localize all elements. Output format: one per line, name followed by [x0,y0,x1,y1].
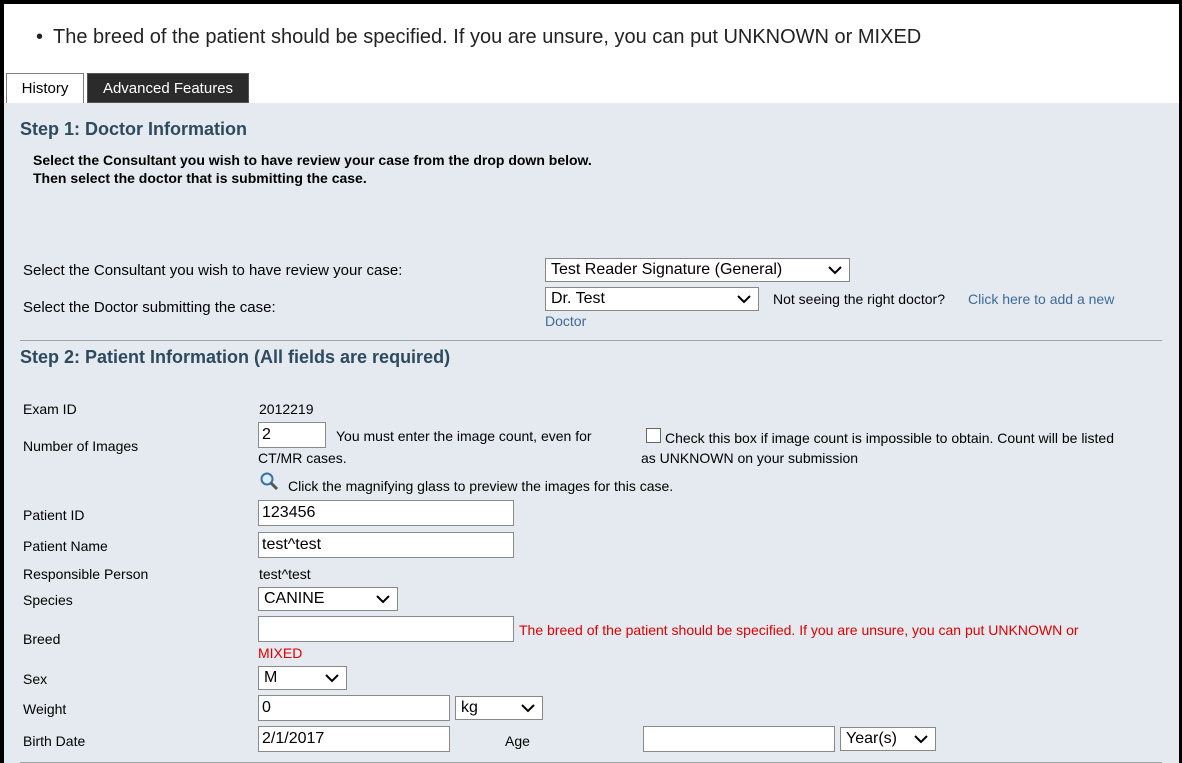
section-divider [20,340,1162,341]
preview-text: Click the magnifying glass to preview the images for this case. [288,478,674,494]
chevron-down-icon [375,590,391,608]
weight-unit-select[interactable] [455,696,543,720]
breed-label: Breed [23,631,61,647]
weight-unit-value: kg [461,699,478,716]
species-select[interactable] [258,587,398,611]
consultant-label: Select the Consultant you wish to have review your case: [23,262,403,279]
weight-input[interactable]: 0 [258,695,450,721]
page-frame [4,4,1179,763]
species-select-value: CANINE [264,590,325,607]
age-label: Age [505,733,530,749]
form-panel [4,103,1179,763]
responsible-label: Responsible Person [23,566,149,582]
not-seeing-text: Not seeing the right doctor? [773,291,945,307]
num-images-input[interactable]: 2 [258,422,326,448]
bullet: • [36,26,44,48]
tab-history[interactable]: History [6,73,84,103]
breed-error: The breed of the patient should be specified. If you are unsure, you can put UNKNOWN or [519,622,1079,638]
birth-date-input[interactable]: 2/1/2017 [258,726,450,752]
image-count-unknown-checkbox[interactable] [646,428,661,443]
chevron-down-icon [913,730,929,748]
step1-title: Step 1: Doctor Information [20,119,248,139]
consultant-select[interactable] [545,258,850,282]
image-count-note-2: CT/MR cases. [258,450,347,466]
image-count-note: You must enter the image count, even for [336,428,592,444]
weight-label: Weight [23,701,67,717]
patient-id-label: Patient ID [23,507,85,523]
species-label: Species [23,592,73,608]
breed-error-2: MIXED [258,645,303,661]
instruction-line-2: Then select the doctor that is submitting the case. [33,170,367,186]
doctor-label: Select the Doctor submitting the case: [23,299,276,316]
top-note [36,26,921,49]
top-note-text: The breed of the patient should be specified. If you are unsure, you can put UNKNOWN or MIXED [53,26,922,48]
patient-name-label: Patient Name [23,538,108,554]
step1-instructions [33,151,592,187]
exam-id-value: 2012219 [259,401,314,417]
doctor-select[interactable] [545,287,759,311]
birth-date-label: Birth Date [23,733,86,749]
breed-input[interactable] [258,616,514,642]
age-unit-value: Year(s) [846,730,897,747]
chevron-down-icon [520,699,536,717]
age-unit-select[interactable] [840,727,936,751]
chevron-down-icon [736,290,752,308]
checkbox-text: Check this box if image count is impossible to obtain. Count will be listed [665,430,1114,446]
chevron-down-icon [827,261,843,279]
add-doctor-link[interactable]: Click here to add a new [968,291,1115,307]
responsible-value: test^test [259,566,311,582]
sex-select-value: M [264,669,278,686]
consultant-select-value: Test Reader Signature (General) [551,261,783,278]
sex-select[interactable] [258,666,347,690]
checkbox-text-2: as UNKNOWN on your submission [641,450,859,466]
num-images-label: Number of Images [23,438,139,454]
patient-name-input[interactable]: test^test [258,532,514,558]
tab-advanced-features[interactable]: Advanced Features [87,73,249,103]
age-input[interactable] [643,726,835,752]
step2-title: Step 2: Patient Information (All fields are required) [20,347,451,367]
exam-id-label: Exam ID [23,401,77,417]
patient-id-input[interactable]: 123456 [258,500,514,526]
add-doctor-link-continued[interactable]: Doctor [545,313,587,329]
magnifying-glass-icon[interactable] [259,471,279,491]
doctor-select-value: Dr. Test [551,290,605,307]
instruction-line-1: Select the Consultant you wish to have review your case from the drop down below. [33,152,592,168]
chevron-down-icon [324,669,340,687]
sex-label: Sex [23,671,48,687]
